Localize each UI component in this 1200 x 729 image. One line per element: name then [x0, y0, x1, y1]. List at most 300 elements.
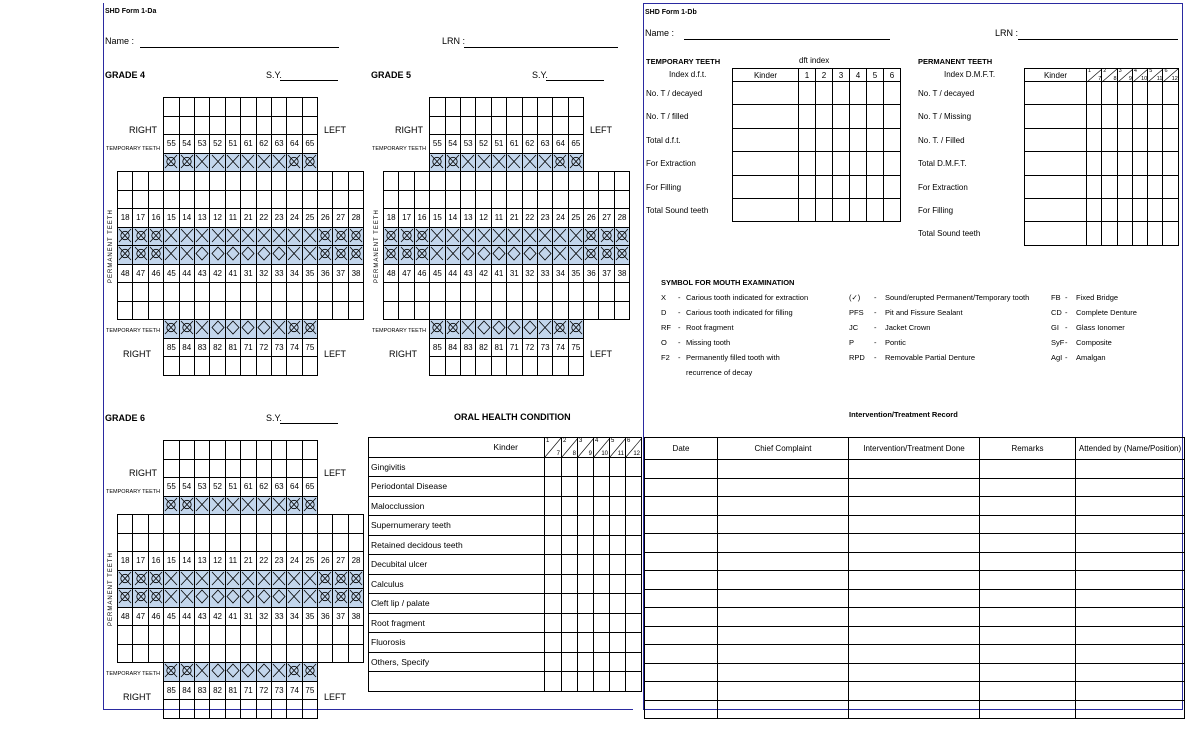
condition-cell[interactable]: [626, 672, 642, 692]
record-cell[interactable]: [718, 534, 849, 553]
record-cell[interactable]: [645, 497, 718, 516]
tooth-cell[interactable]: [537, 98, 552, 117]
tooth-cell[interactable]: [210, 283, 225, 302]
tooth-cell[interactable]: [537, 116, 552, 135]
tooth-symbol-cell[interactable]: [148, 227, 163, 246]
tooth-symbol-cell[interactable]: [194, 153, 209, 172]
tooth-cell[interactable]: [271, 98, 286, 117]
condition-cell[interactable]: [610, 555, 626, 575]
tooth-symbol-cell[interactable]: [318, 246, 333, 265]
tooth-cell[interactable]: [318, 515, 333, 534]
tooth-symbol-cell[interactable]: [318, 570, 333, 589]
tooth-cell[interactable]: [164, 533, 179, 552]
tooth-symbol-cell[interactable]: [522, 153, 537, 172]
record-cell[interactable]: [645, 608, 718, 627]
dft-cell[interactable]: [733, 198, 799, 221]
record-cell[interactable]: [1076, 460, 1185, 479]
tooth-cell[interactable]: [179, 98, 194, 117]
tooth-cell[interactable]: [333, 283, 348, 302]
record-cell[interactable]: [1076, 515, 1185, 534]
tooth-symbol-cell[interactable]: [599, 227, 614, 246]
condition-cell[interactable]: [578, 496, 594, 516]
tooth-symbol-cell[interactable]: [225, 153, 240, 172]
dft-cell[interactable]: [833, 128, 850, 151]
tooth-symbol-cell[interactable]: [568, 246, 583, 265]
tooth-symbol-cell[interactable]: [384, 246, 399, 265]
tooth-cell[interactable]: [302, 283, 317, 302]
record-cell[interactable]: [645, 589, 718, 608]
tooth-cell[interactable]: [568, 283, 583, 302]
tooth-cell[interactable]: [460, 301, 475, 320]
dmft-cell[interactable]: [1163, 105, 1178, 128]
tooth-symbol-cell[interactable]: [118, 246, 133, 265]
tooth-cell[interactable]: [287, 533, 302, 552]
tooth-cell[interactable]: [384, 172, 399, 191]
tooth-cell[interactable]: [476, 357, 491, 376]
tooth-cell[interactable]: [179, 515, 194, 534]
tooth-symbol-cell[interactable]: [491, 153, 506, 172]
condition-cell[interactable]: [578, 633, 594, 653]
tooth-cell[interactable]: [491, 116, 506, 135]
tooth-symbol-cell[interactable]: [287, 227, 302, 246]
tooth-symbol-cell[interactable]: [553, 153, 568, 172]
tooth-cell[interactable]: [318, 533, 333, 552]
tooth-symbol-cell[interactable]: [302, 570, 317, 589]
dmft-cell[interactable]: [1102, 128, 1117, 151]
tooth-cell[interactable]: [318, 644, 333, 663]
tooth-cell[interactable]: [225, 441, 240, 460]
tooth-symbol-cell[interactable]: [241, 496, 256, 515]
tooth-cell[interactable]: [476, 301, 491, 320]
tooth-cell[interactable]: [399, 283, 414, 302]
dft-cell[interactable]: [799, 82, 816, 105]
tooth-symbol-cell[interactable]: [348, 227, 363, 246]
record-cell[interactable]: [718, 552, 849, 571]
record-cell[interactable]: [1076, 608, 1185, 627]
tooth-cell[interactable]: [148, 515, 163, 534]
dft-cell[interactable]: [884, 105, 901, 128]
tooth-cell[interactable]: [241, 515, 256, 534]
dmft-cell[interactable]: [1025, 152, 1087, 175]
tooth-cell[interactable]: [164, 644, 179, 663]
condition-cell[interactable]: [610, 516, 626, 536]
tooth-cell[interactable]: [118, 283, 133, 302]
tooth-cell[interactable]: [194, 283, 209, 302]
dmft-cell[interactable]: [1148, 152, 1163, 175]
tooth-cell[interactable]: [491, 357, 506, 376]
tooth-cell[interactable]: [445, 172, 460, 191]
record-cell[interactable]: [718, 645, 849, 664]
record-cell[interactable]: [849, 608, 980, 627]
tooth-symbol-cell[interactable]: [430, 246, 445, 265]
tooth-cell[interactable]: [241, 357, 256, 376]
tooth-cell[interactable]: [287, 459, 302, 478]
tooth-cell[interactable]: [614, 190, 629, 209]
dmft-cell[interactable]: [1117, 175, 1132, 198]
record-cell[interactable]: [849, 663, 980, 682]
dft-cell[interactable]: [833, 82, 850, 105]
tooth-cell[interactable]: [210, 626, 225, 645]
dft-cell[interactable]: [833, 175, 850, 198]
dmft-cell[interactable]: [1132, 152, 1147, 175]
condition-cell[interactable]: [626, 574, 642, 594]
condition-cell[interactable]: [578, 477, 594, 497]
tooth-cell[interactable]: [460, 357, 475, 376]
tooth-symbol-cell[interactable]: [445, 246, 460, 265]
tooth-cell[interactable]: [302, 459, 317, 478]
condition-cell[interactable]: [562, 457, 578, 477]
condition-cell[interactable]: [578, 594, 594, 614]
condition-cell[interactable]: [594, 574, 610, 594]
tooth-cell[interactable]: [210, 357, 225, 376]
dft-cell[interactable]: [799, 128, 816, 151]
tooth-symbol-cell[interactable]: [179, 663, 194, 682]
tooth-cell[interactable]: [553, 357, 568, 376]
condition-cell[interactable]: [578, 457, 594, 477]
condition-cell[interactable]: [545, 633, 562, 653]
tooth-cell[interactable]: [225, 116, 240, 135]
condition-cell[interactable]: [545, 613, 562, 633]
tooth-cell[interactable]: [179, 626, 194, 645]
tooth-cell[interactable]: [194, 533, 209, 552]
tooth-cell[interactable]: [179, 283, 194, 302]
tooth-cell[interactable]: [194, 98, 209, 117]
tooth-cell[interactable]: [348, 626, 363, 645]
tooth-symbol-cell[interactable]: [210, 496, 225, 515]
tooth-cell[interactable]: [148, 301, 163, 320]
record-cell[interactable]: [849, 700, 980, 719]
record-cell[interactable]: [1076, 571, 1185, 590]
condition-cell[interactable]: [578, 672, 594, 692]
tooth-cell[interactable]: [568, 357, 583, 376]
tooth-cell[interactable]: [271, 172, 286, 191]
tooth-cell[interactable]: [210, 533, 225, 552]
tooth-cell[interactable]: [133, 190, 148, 209]
tooth-symbol-cell[interactable]: [287, 589, 302, 608]
tooth-cell[interactable]: [210, 98, 225, 117]
tooth-symbol-cell[interactable]: [118, 227, 133, 246]
tooth-symbol-cell[interactable]: [118, 570, 133, 589]
tooth-symbol-cell[interactable]: [537, 153, 552, 172]
record-cell[interactable]: [645, 460, 718, 479]
tooth-cell[interactable]: [179, 190, 194, 209]
tooth-cell[interactable]: [225, 626, 240, 645]
dmft-cell[interactable]: [1163, 175, 1178, 198]
dmft-cell[interactable]: [1087, 222, 1102, 245]
tooth-cell[interactable]: [256, 441, 271, 460]
dft-cell[interactable]: [884, 198, 901, 221]
tooth-cell[interactable]: [287, 283, 302, 302]
dmft-cell[interactable]: [1132, 198, 1147, 221]
tooth-symbol-cell[interactable]: [430, 320, 445, 339]
tooth-cell[interactable]: [445, 190, 460, 209]
tooth-cell[interactable]: [241, 116, 256, 135]
tooth-cell[interactable]: [118, 515, 133, 534]
tooth-cell[interactable]: [287, 700, 302, 719]
dmft-cell[interactable]: [1087, 152, 1102, 175]
record-cell[interactable]: [980, 515, 1076, 534]
tooth-symbol-cell[interactable]: [348, 246, 363, 265]
tooth-symbol-cell[interactable]: [476, 246, 491, 265]
tooth-cell[interactable]: [302, 626, 317, 645]
dft-cell[interactable]: [799, 105, 816, 128]
name-field[interactable]: [684, 39, 890, 40]
tooth-symbol-cell[interactable]: [271, 320, 286, 339]
tooth-cell[interactable]: [241, 172, 256, 191]
tooth-symbol-cell[interactable]: [210, 153, 225, 172]
dmft-cell[interactable]: [1163, 152, 1178, 175]
tooth-cell[interactable]: [430, 172, 445, 191]
tooth-cell[interactable]: [348, 301, 363, 320]
condition-cell[interactable]: [545, 535, 562, 555]
dmft-cell[interactable]: [1087, 82, 1102, 105]
tooth-cell[interactable]: [256, 116, 271, 135]
dmft-cell[interactable]: [1102, 152, 1117, 175]
record-cell[interactable]: [718, 497, 849, 516]
dft-cell[interactable]: [733, 175, 799, 198]
dmft-cell[interactable]: [1117, 198, 1132, 221]
tooth-symbol-cell[interactable]: [241, 663, 256, 682]
condition-cell[interactable]: [626, 496, 642, 516]
tooth-cell[interactable]: [118, 301, 133, 320]
tooth-cell[interactable]: [507, 116, 522, 135]
tooth-symbol-cell[interactable]: [333, 570, 348, 589]
dmft-cell[interactable]: [1132, 128, 1147, 151]
condition-cell[interactable]: [610, 457, 626, 477]
tooth-cell[interactable]: [460, 172, 475, 191]
condition-cell[interactable]: [545, 496, 562, 516]
dmft-cell[interactable]: [1132, 222, 1147, 245]
dmft-cell[interactable]: [1148, 222, 1163, 245]
condition-cell[interactable]: [594, 613, 610, 633]
tooth-cell[interactable]: [507, 98, 522, 117]
tooth-symbol-cell[interactable]: [537, 320, 552, 339]
tooth-cell[interactable]: [179, 301, 194, 320]
condition-cell[interactable]: [626, 535, 642, 555]
record-cell[interactable]: [1076, 497, 1185, 516]
record-cell[interactable]: [718, 608, 849, 627]
tooth-cell[interactable]: [460, 190, 475, 209]
tooth-cell[interactable]: [271, 515, 286, 534]
tooth-cell[interactable]: [302, 357, 317, 376]
tooth-symbol-cell[interactable]: [241, 153, 256, 172]
tooth-cell[interactable]: [271, 700, 286, 719]
condition-cell[interactable]: [545, 672, 562, 692]
condition-cell[interactable]: [610, 594, 626, 614]
tooth-cell[interactable]: [318, 301, 333, 320]
condition-cell[interactable]: [626, 516, 642, 536]
tooth-symbol-cell[interactable]: [287, 496, 302, 515]
tooth-symbol-cell[interactable]: [194, 496, 209, 515]
record-cell[interactable]: [1076, 682, 1185, 701]
tooth-cell[interactable]: [507, 357, 522, 376]
record-cell[interactable]: [1076, 552, 1185, 571]
tooth-cell[interactable]: [179, 357, 194, 376]
tooth-symbol-cell[interactable]: [210, 589, 225, 608]
tooth-symbol-cell[interactable]: [414, 246, 429, 265]
tooth-symbol-cell[interactable]: [241, 320, 256, 339]
tooth-symbol-cell[interactable]: [256, 246, 271, 265]
tooth-cell[interactable]: [133, 533, 148, 552]
tooth-cell[interactable]: [522, 283, 537, 302]
tooth-cell[interactable]: [537, 283, 552, 302]
tooth-cell[interactable]: [179, 644, 194, 663]
tooth-cell[interactable]: [194, 459, 209, 478]
record-cell[interactable]: [1076, 700, 1185, 719]
dmft-cell[interactable]: [1148, 82, 1163, 105]
dft-cell[interactable]: [884, 82, 901, 105]
tooth-cell[interactable]: [256, 357, 271, 376]
tooth-cell[interactable]: [430, 301, 445, 320]
tooth-symbol-cell[interactable]: [210, 227, 225, 246]
tooth-cell[interactable]: [414, 283, 429, 302]
tooth-cell[interactable]: [553, 190, 568, 209]
tooth-cell[interactable]: [225, 459, 240, 478]
condition-cell[interactable]: [562, 633, 578, 653]
tooth-symbol-cell[interactable]: [194, 320, 209, 339]
dmft-cell[interactable]: [1025, 105, 1087, 128]
tooth-symbol-cell[interactable]: [271, 589, 286, 608]
tooth-cell[interactable]: [164, 190, 179, 209]
dmft-cell[interactable]: [1148, 105, 1163, 128]
tooth-symbol-cell[interactable]: [241, 570, 256, 589]
tooth-symbol-cell[interactable]: [537, 246, 552, 265]
tooth-cell[interactable]: [599, 172, 614, 191]
record-cell[interactable]: [849, 460, 980, 479]
tooth-symbol-cell[interactable]: [522, 246, 537, 265]
condition-cell[interactable]: [610, 496, 626, 516]
tooth-cell[interactable]: [256, 515, 271, 534]
dft-cell[interactable]: [850, 82, 867, 105]
tooth-cell[interactable]: [568, 116, 583, 135]
dft-cell[interactable]: [867, 152, 884, 175]
tooth-symbol-cell[interactable]: [287, 320, 302, 339]
condition-cell[interactable]: [545, 574, 562, 594]
tooth-cell[interactable]: [210, 172, 225, 191]
tooth-cell[interactable]: [164, 700, 179, 719]
tooth-symbol-cell[interactable]: [194, 663, 209, 682]
record-cell[interactable]: [645, 571, 718, 590]
tooth-cell[interactable]: [476, 172, 491, 191]
tooth-cell[interactable]: [460, 283, 475, 302]
tooth-cell[interactable]: [318, 626, 333, 645]
record-cell[interactable]: [1076, 478, 1185, 497]
tooth-cell[interactable]: [148, 283, 163, 302]
tooth-cell[interactable]: [164, 459, 179, 478]
tooth-cell[interactable]: [194, 700, 209, 719]
tooth-cell[interactable]: [445, 357, 460, 376]
tooth-cell[interactable]: [302, 190, 317, 209]
tooth-cell[interactable]: [476, 283, 491, 302]
tooth-cell[interactable]: [133, 626, 148, 645]
tooth-symbol-cell[interactable]: [302, 246, 317, 265]
tooth-cell[interactable]: [599, 190, 614, 209]
tooth-symbol-cell[interactable]: [287, 246, 302, 265]
dft-cell[interactable]: [733, 152, 799, 175]
tooth-cell[interactable]: [507, 283, 522, 302]
tooth-cell[interactable]: [522, 172, 537, 191]
tooth-cell[interactable]: [476, 116, 491, 135]
dft-cell[interactable]: [850, 105, 867, 128]
tooth-cell[interactable]: [287, 441, 302, 460]
tooth-cell[interactable]: [194, 515, 209, 534]
record-cell[interactable]: [980, 589, 1076, 608]
record-cell[interactable]: [1076, 663, 1185, 682]
tooth-cell[interactable]: [225, 172, 240, 191]
record-cell[interactable]: [1076, 534, 1185, 553]
condition-cell[interactable]: [545, 594, 562, 614]
tooth-cell[interactable]: [414, 301, 429, 320]
tooth-cell[interactable]: [241, 644, 256, 663]
tooth-cell[interactable]: [348, 533, 363, 552]
tooth-cell[interactable]: [348, 283, 363, 302]
tooth-cell[interactable]: [256, 533, 271, 552]
tooth-symbol-cell[interactable]: [271, 246, 286, 265]
tooth-symbol-cell[interactable]: [460, 246, 475, 265]
tooth-cell[interactable]: [118, 626, 133, 645]
tooth-cell[interactable]: [584, 301, 599, 320]
tooth-cell[interactable]: [164, 283, 179, 302]
tooth-symbol-cell[interactable]: [287, 153, 302, 172]
condition-cell[interactable]: [626, 633, 642, 653]
tooth-symbol-cell[interactable]: [302, 320, 317, 339]
tooth-symbol-cell[interactable]: [133, 246, 148, 265]
dmft-cell[interactable]: [1163, 128, 1178, 151]
tooth-symbol-cell[interactable]: [256, 227, 271, 246]
tooth-symbol-cell[interactable]: [164, 246, 179, 265]
tooth-cell[interactable]: [225, 98, 240, 117]
tooth-symbol-cell[interactable]: [507, 153, 522, 172]
dft-cell[interactable]: [850, 198, 867, 221]
tooth-symbol-cell[interactable]: [225, 246, 240, 265]
dft-cell[interactable]: [816, 175, 833, 198]
dmft-cell[interactable]: [1163, 222, 1178, 245]
condition-cell[interactable]: [610, 477, 626, 497]
tooth-cell[interactable]: [164, 116, 179, 135]
condition-cell[interactable]: [626, 457, 642, 477]
tooth-symbol-cell[interactable]: [225, 570, 240, 589]
tooth-cell[interactable]: [522, 190, 537, 209]
tooth-cell[interactable]: [537, 190, 552, 209]
dmft-cell[interactable]: [1025, 82, 1087, 105]
tooth-cell[interactable]: [194, 441, 209, 460]
dft-cell[interactable]: [884, 175, 901, 198]
tooth-cell[interactable]: [445, 283, 460, 302]
tooth-cell[interactable]: [118, 190, 133, 209]
condition-cell[interactable]: [626, 652, 642, 672]
tooth-symbol-cell[interactable]: [210, 663, 225, 682]
tooth-symbol-cell[interactable]: [568, 227, 583, 246]
tooth-cell[interactable]: [148, 190, 163, 209]
tooth-cell[interactable]: [164, 515, 179, 534]
dmft-cell[interactable]: [1132, 175, 1147, 198]
tooth-cell[interactable]: [553, 283, 568, 302]
condition-cell[interactable]: [562, 574, 578, 594]
tooth-cell[interactable]: [194, 190, 209, 209]
dmft-cell[interactable]: [1025, 175, 1087, 198]
dft-cell[interactable]: [884, 128, 901, 151]
tooth-cell[interactable]: [522, 116, 537, 135]
tooth-cell[interactable]: [164, 172, 179, 191]
tooth-cell[interactable]: [164, 626, 179, 645]
tooth-symbol-cell[interactable]: [399, 246, 414, 265]
tooth-symbol-cell[interactable]: [256, 589, 271, 608]
tooth-symbol-cell[interactable]: [164, 663, 179, 682]
tooth-symbol-cell[interactable]: [179, 320, 194, 339]
tooth-cell[interactable]: [225, 700, 240, 719]
tooth-symbol-cell[interactable]: [445, 153, 460, 172]
tooth-cell[interactable]: [271, 116, 286, 135]
